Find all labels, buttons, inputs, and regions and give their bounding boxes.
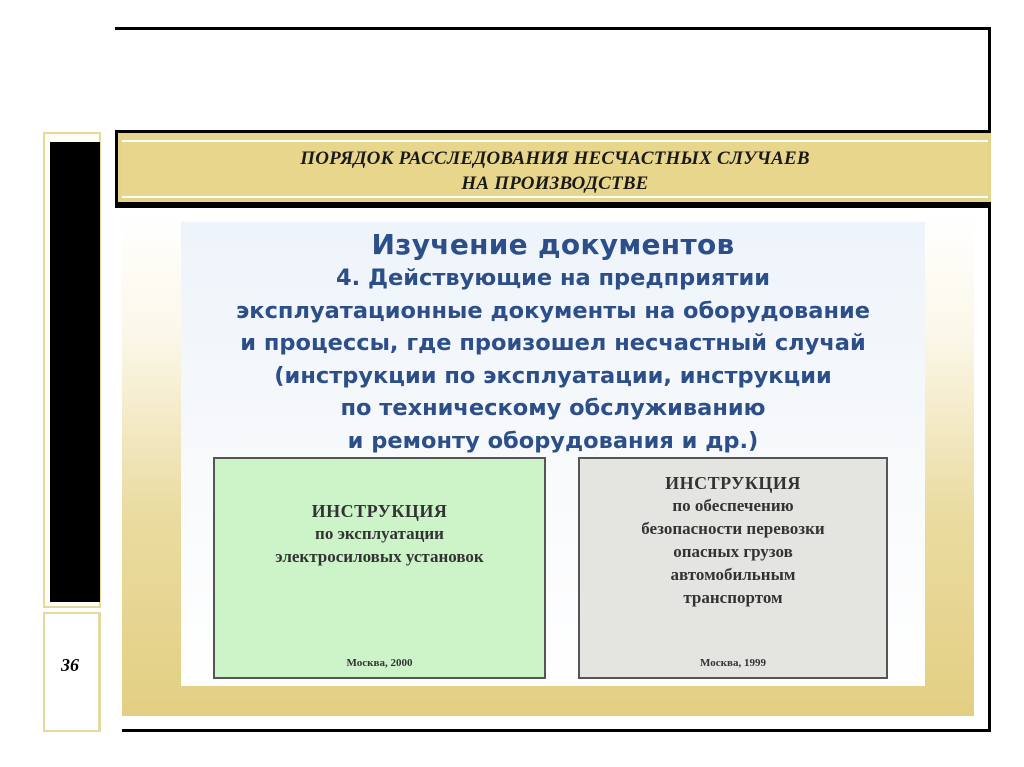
content-right-rule <box>988 205 991 732</box>
slide-body-line: эксплуатационные документы на оборудование <box>235 297 871 324</box>
slide-heading: Изучение документов <box>371 228 735 261</box>
card-line: опасных грузов <box>673 542 793 561</box>
card-line: по эксплуатации <box>315 524 444 543</box>
page-number: 36 <box>61 655 79 675</box>
card-title: ИНСТРУКЦИЯ <box>665 473 801 493</box>
card-imprint: Москва, 2000 <box>346 657 413 669</box>
header-right-rule <box>988 27 991 133</box>
header-top-rule <box>115 27 991 30</box>
slide-body-text <box>181 262 925 457</box>
slide-body-line: и процессы, где произошел несчастный случай <box>240 330 866 356</box>
card-line: безопасности перевозки <box>641 519 825 538</box>
card-imprint: Москва, 1999 <box>700 657 766 669</box>
slide-body-line: и ремонту оборудования и др.) <box>347 427 759 454</box>
slide-body-line: по техническому обслуживанию <box>340 395 766 421</box>
slide-title-line-2: НА ПРОИЗВОДСТВЕ <box>461 173 649 194</box>
page-number-frame-edge <box>98 612 101 732</box>
slide-title-line-1: ПОРЯДОК РАССЛЕДОВАНИЯ НЕСЧАСТНЫХ СЛУЧАЕВ <box>300 148 810 169</box>
slide-body-line: 4. Действующие на предприятии <box>335 265 771 291</box>
content-top-rule <box>115 205 991 208</box>
card-title: ИНСТРУКЦИЯ <box>311 501 448 521</box>
instruction-card-electrical <box>213 457 546 679</box>
slide-body-line: (инструкции по эксплуатации, инструкции <box>274 362 832 389</box>
card-line: автомобильным <box>670 565 796 584</box>
slide-title <box>122 146 988 196</box>
instruction-card-transport <box>578 457 888 679</box>
left-black-panel <box>50 142 100 602</box>
card-line: транспортом <box>683 588 783 607</box>
card-line: электросиловых установок <box>275 547 484 566</box>
card-line: по обеспечению <box>672 496 794 515</box>
content-bottom-rule <box>122 729 991 732</box>
